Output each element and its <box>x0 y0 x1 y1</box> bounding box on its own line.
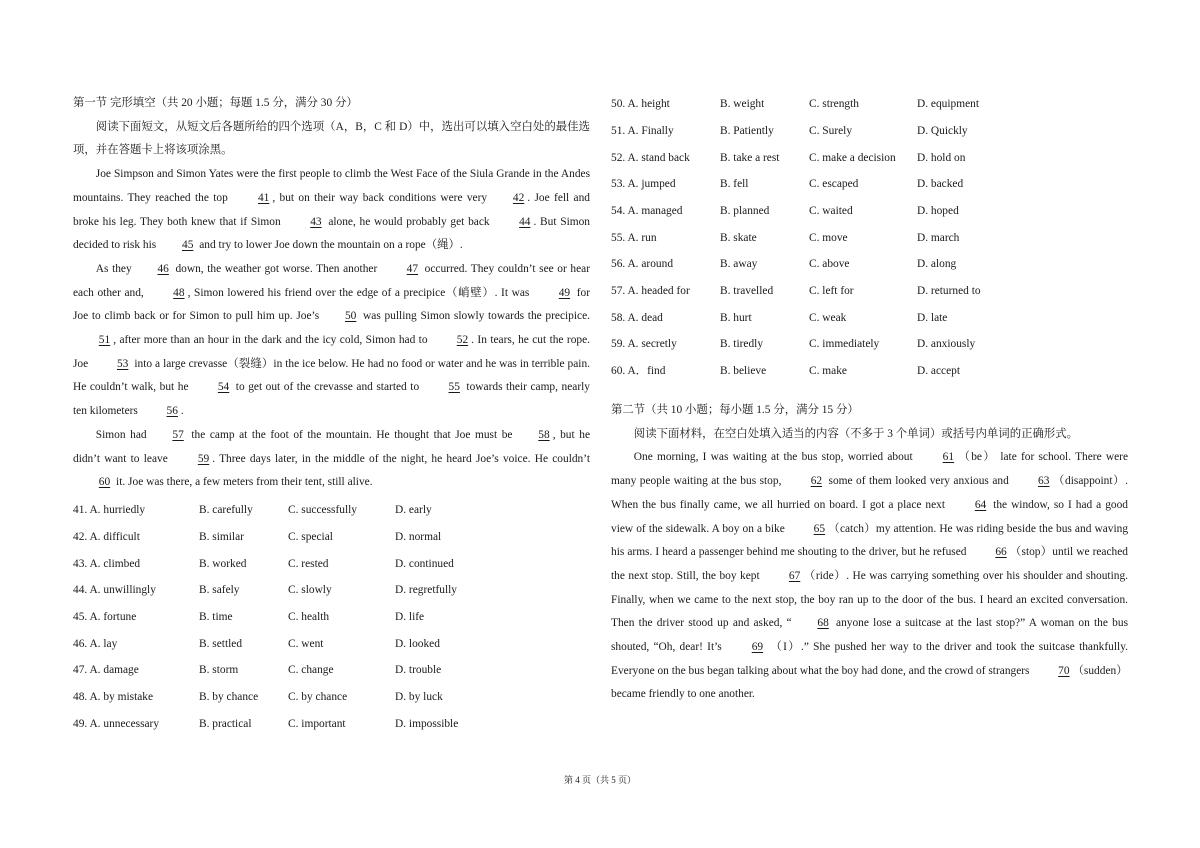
option-b: B. tiredly <box>720 338 764 351</box>
option-a: 59. A. secretly <box>611 338 677 351</box>
blank-51: 51 <box>98 334 111 347</box>
blank-56: 56 <box>166 405 178 418</box>
blank-49: 49 <box>558 286 571 299</box>
option-row <box>73 498 590 525</box>
option-c: C. went <box>288 637 324 650</box>
option-row <box>73 578 590 605</box>
option-b: B. similar <box>199 531 244 544</box>
option-c: C. successfully <box>288 504 357 517</box>
option-d: D. returned to <box>917 284 981 297</box>
option-b: B. fell <box>720 178 749 191</box>
blank-52: 52 <box>456 334 469 347</box>
option-d: D. hold on <box>917 151 966 164</box>
option-row <box>611 199 1128 226</box>
option-a: 58. A. dead <box>611 311 663 324</box>
blank-55: 55 <box>448 381 460 394</box>
option-b: B. carefully <box>199 504 253 517</box>
option-b: B. away <box>720 258 758 271</box>
option-d: D. along <box>917 258 957 271</box>
blank-44: 44 <box>519 215 531 228</box>
section2-instruction: 阅读下面材料，在空白处填入适当的内容（不多于 3 个单词）或括号内单词的正确形式。 <box>633 427 1079 440</box>
option-a: 41. A. hurriedly <box>73 504 146 517</box>
blank-50: 50 <box>344 310 357 323</box>
option-b: B. travelled <box>720 284 774 297</box>
option-row <box>611 119 1128 146</box>
blank-69: 69 <box>751 641 764 654</box>
right-column <box>611 92 1128 707</box>
option-c: C. left for <box>809 284 854 297</box>
option-b: B. worked <box>199 557 247 570</box>
blank-60: 60 <box>98 476 111 489</box>
options-list-left <box>73 498 590 738</box>
option-d: D. Quickly <box>917 125 968 138</box>
blank-46: 46 <box>157 262 169 275</box>
blank-63: 63 <box>1038 475 1050 488</box>
blank-58: 58 <box>538 428 550 441</box>
option-b: B. storm <box>199 664 239 677</box>
option-b: B. skate <box>720 231 757 244</box>
option-row <box>73 605 590 632</box>
option-b: B. take a rest <box>720 151 780 164</box>
section2-title: 第二节（共 10 小题；每小题 1.5 分，满分 15 分） <box>611 404 859 417</box>
option-d: D. continued <box>395 557 454 570</box>
option-c: C. slowly <box>288 584 332 597</box>
blank-43: 43 <box>310 215 322 228</box>
option-a: 56. A. around <box>611 258 674 271</box>
option-d: D. march <box>917 231 960 244</box>
option-a: 44. A. unwillingly <box>73 584 156 597</box>
option-d: D. looked <box>395 637 440 650</box>
option-b: B. safely <box>199 584 240 597</box>
option-c: C. Surely <box>809 125 853 138</box>
option-d: D. equipment <box>917 98 980 111</box>
blank-57: 57 <box>172 428 184 441</box>
blank-67: 67 <box>788 569 801 582</box>
option-a: 46. A. lay <box>73 637 118 650</box>
option-a: 43. A. climbed <box>73 557 141 570</box>
blank-53: 53 <box>116 357 129 370</box>
blank-42: 42 <box>512 191 525 204</box>
blank-70: 70 <box>1058 664 1070 677</box>
option-a: 52. A. stand back <box>611 151 690 164</box>
option-c: C. above <box>809 258 850 271</box>
option-row <box>611 92 1128 119</box>
option-d: D. anxiously <box>917 338 976 351</box>
option-a: 49. A. unnecessary <box>73 717 160 730</box>
option-b: B. hurt <box>720 311 752 324</box>
option-a: 57. A. headed for <box>611 284 690 297</box>
option-c: C. weak <box>809 311 847 324</box>
option-row <box>73 711 590 738</box>
left-column <box>73 92 590 738</box>
cloze-paragraph-3: Simon had 57 the camp at the foot of the mountain. He thought that Joe must be 58 , but he didn’t want to leave 59 . Three days later, in the middle of the night, he heard Joe’s voice. He couldn’t60 it. Joe was there, a few meters from their tent, still alive. <box>73 424 590 495</box>
option-row <box>611 145 1128 172</box>
option-d: D. impossible <box>395 717 459 730</box>
option-c: C. move <box>809 231 848 244</box>
option-a: 42. A. difficult <box>73 531 140 544</box>
option-c: C. change <box>288 664 334 677</box>
option-d: D. by luck <box>395 690 443 703</box>
option-c: C. important <box>288 717 346 730</box>
blank-61: 61 <box>942 451 955 464</box>
option-d: D. life <box>395 610 425 623</box>
option-d: D. regretfully <box>395 584 457 597</box>
options-list-right <box>611 92 1128 385</box>
option-c: C. make a decision <box>809 151 896 164</box>
page-footer: 第 4 页（共 5 页） <box>563 775 636 785</box>
option-c: C. health <box>288 610 330 623</box>
option-a: 51. A. Finally <box>611 125 674 138</box>
blank-59: 59 <box>197 452 210 465</box>
option-a: 50. A. height <box>611 98 670 111</box>
option-a: 55. A. run <box>611 231 657 244</box>
option-c: C. escaped <box>809 178 859 191</box>
blank-65: 65 <box>813 522 826 535</box>
option-row <box>73 525 590 552</box>
option-row <box>73 684 590 711</box>
option-a: 60. A．find <box>611 364 666 377</box>
option-a: 54. A. managed <box>611 205 683 218</box>
option-row <box>73 551 590 578</box>
option-c: C. immediately <box>809 338 880 351</box>
blank-68: 68 <box>817 617 829 630</box>
option-b: B. Patiently <box>720 125 774 138</box>
grammar-fill-passage: One morning, I was waiting at the bus stop, worried about 61 （be） late for school. There were many people waiting at the bus stop, 62 some of them looked very anxious and 63 （disappoint）. When the bus finally came, we all hurried on board. I got a place next 64 the window, so I had a good view of the sidewalk. A boy on a bike 65 （catch）my attention. He was riding beside the bus and waving his arms. I heard a passenger behind me shouting to the driver, but he refused 66 （stop）until we reached the next stop. Still, the boy kept 67 （ride）. He was carrying something over his shoulder and shouting. Finally, when we came to the next stop, the boy ran up to the door of the bus. I heard an excited conversation. Then the driver stood up and asked, “ 68 anyone lose a suitcase at the last stop?” A woman on the bus shouted, “Oh, dear! It’s 69 （I）.” She pushed her way to the driver and took the suitcase thankfully. Everyone on the bus began talking about what the boy had done, and the crowd of strangers 70 （sudden） became friendly to one another. <box>611 446 1128 707</box>
option-c: C. special <box>288 531 333 544</box>
blank-41: 41 <box>257 191 270 204</box>
option-row <box>611 305 1128 332</box>
option-a: 53. A. jumped <box>611 178 676 191</box>
blank-45: 45 <box>182 239 194 252</box>
option-c: C. strength <box>809 98 859 111</box>
blank-64: 64 <box>974 498 987 511</box>
option-c: C. rested <box>288 557 329 570</box>
option-row <box>611 278 1128 305</box>
option-d: D. late <box>917 311 948 324</box>
option-row <box>73 631 590 658</box>
option-a: 45. A. fortune <box>73 610 137 623</box>
option-b: B. settled <box>199 637 243 650</box>
option-c: C. waited <box>809 205 853 218</box>
option-b: B. planned <box>720 205 770 218</box>
option-c: C. by chance <box>288 690 348 703</box>
cloze-paragraph-2: As they 46 down, the weather got worse. Then another 47 occurred. They couldn’t see or hear each other and, 48 , Simon lowered his friend over the edge of a precipice（峭壁）. It was 49 for Joe to climb back or for Simon to pull him up. Joe’s 50 was pulling Simon slowly towards the precipice. 51 , after more than an hour in the dark and the icy cold, Simon had to 52 . In tears, he cut the rope. Joe 53 into a large crevasse（裂缝）in the ice below. He had no food or water and he was in terrible pain. He couldn’t walk, but he 54 to get out of the crevasse and started to 55 towards their camp, nearly ten kilometers 56 . <box>73 258 590 424</box>
option-a: 47. A. damage <box>73 664 139 677</box>
blank-66: 66 <box>995 546 1007 559</box>
blank-54: 54 <box>217 381 230 394</box>
option-d: D. normal <box>395 531 442 544</box>
option-d: D. early <box>395 504 432 517</box>
option-c: C. make <box>809 364 847 377</box>
cloze-paragraph-1: Joe Simpson and Simon Yates were the first people to climb the West Face of the Siula Grande in the Andes mountains. They reached the top 41 , but on their way back conditions were very 42 . Joe fell and broke his leg. They both knew that if Simon 43 alone, he would probably get back 44 . But Simon decided to risk his 45 and try to lower Joe down the mountain on a rope（绳）. <box>73 163 590 258</box>
option-d: D. backed <box>917 178 964 191</box>
option-row <box>611 332 1128 359</box>
option-d: D. trouble <box>395 664 442 677</box>
option-row <box>611 358 1128 385</box>
blank-48: 48 <box>173 286 185 299</box>
option-b: B. time <box>199 610 233 623</box>
section1-instruction: 阅读下面短文，从短文后各题所给的四个选项（A，B，C 和 D）中，选出可以填入空白处的最佳选项，并在答题卡上将该项涂黑。 <box>73 120 590 157</box>
option-b: B. weight <box>720 98 765 111</box>
option-row <box>611 252 1128 279</box>
blank-47: 47 <box>406 262 419 275</box>
section1-title: 第一节 完形填空（共 20 小题；每题 1.5 分，满分 30 分） <box>73 97 358 109</box>
option-row <box>611 172 1128 199</box>
option-b: B. practical <box>199 717 252 730</box>
option-d: D. hoped <box>917 205 959 218</box>
blank-62: 62 <box>810 475 823 488</box>
option-b: B. believe <box>720 364 767 377</box>
option-a: 48. A. by mistake <box>73 690 154 703</box>
option-row <box>73 658 590 685</box>
option-row <box>611 225 1128 252</box>
option-b: B. by chance <box>199 690 259 703</box>
option-d: D. accept <box>917 364 961 377</box>
